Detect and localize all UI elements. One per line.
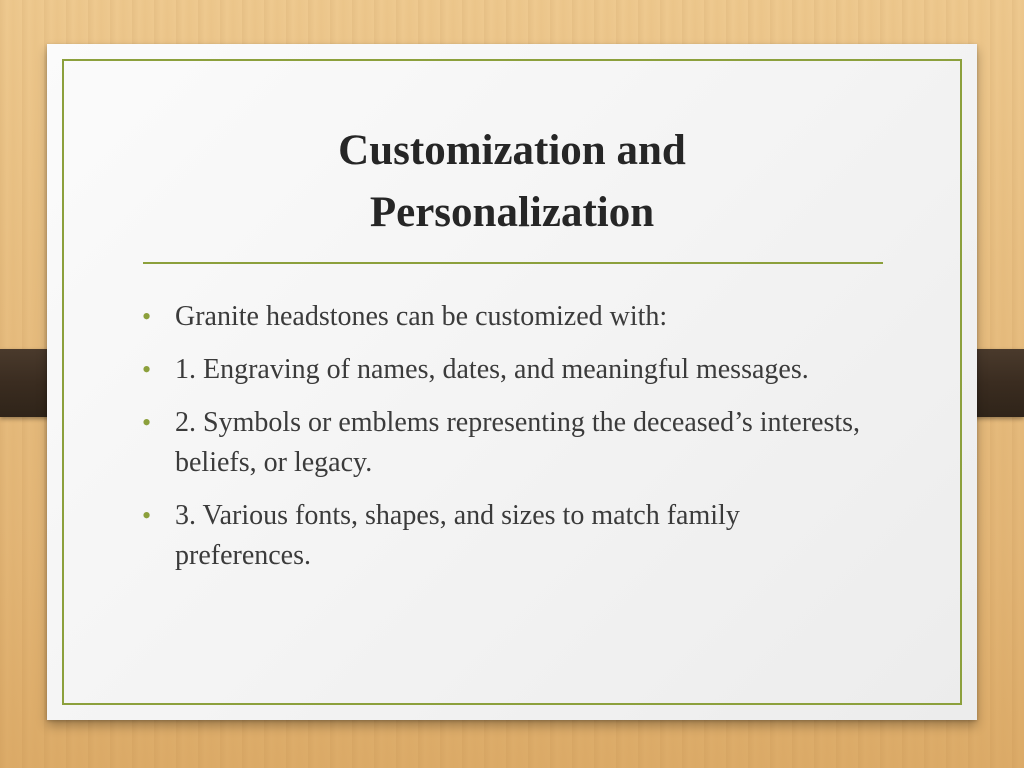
- slide-title-line-2: Personalization: [369, 189, 655, 236]
- slide-title: [47, 120, 977, 244]
- bullet-item: [142, 496, 862, 576]
- slide-title-line-1: Customization and: [338, 127, 686, 174]
- bullet-icon: •: [142, 302, 152, 331]
- bullet-text: Granite headstones can be customized with:: [175, 301, 668, 332]
- bullet-item: [142, 297, 862, 337]
- bullet-icon: •: [142, 408, 152, 437]
- bullet-text: 1. Engraving of names, dates, and meaningful messages.: [175, 354, 809, 385]
- bullet-item: [142, 350, 862, 390]
- bullet-item: [142, 403, 862, 483]
- slide-card: [47, 44, 977, 720]
- bullet-list: [142, 297, 862, 589]
- bullet-text: 3. Various fonts, shapes, and sizes to match family preferences.: [175, 500, 740, 571]
- bullet-icon: •: [142, 355, 152, 384]
- bullet-icon: •: [142, 501, 152, 530]
- bullet-text: 2. Symbols or emblems representing the deceased’s interests, beliefs, or legacy.: [175, 407, 861, 478]
- title-divider: [143, 262, 883, 264]
